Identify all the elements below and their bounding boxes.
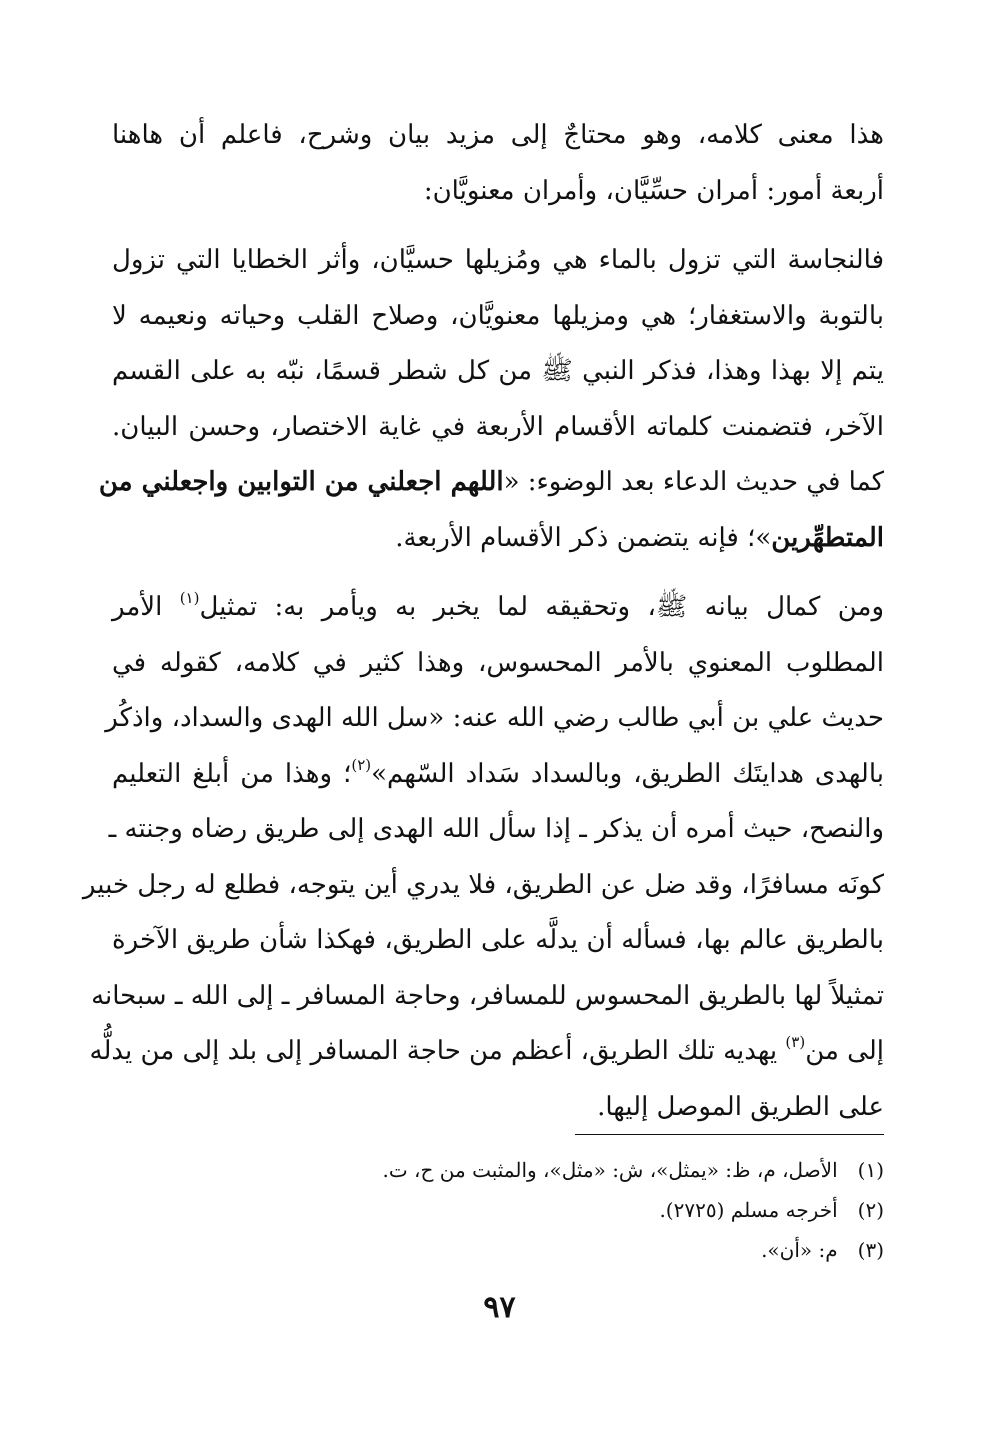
paragraph-1 [112,108,884,219]
footnote-3 [184,1230,884,1270]
paragraph-2 [98,233,884,566]
footnote-1 [184,1150,884,1190]
hadith-quote-bold: اللهم اجعلني من التوابين واجعلني من [98,467,504,497]
footnote-number: (١) [857,1158,884,1182]
text-line: بالطريق عالم بها، فسأله أن يدلَّه على الطريق، فهكذا شأن طريق الآخرة [112,925,884,955]
text-line: المطلوب المعنوي بالأمر المحسوس، وهذا كثير في كلامه، كقوله في [112,647,884,678]
text-line: فالنجاسة التي تزول بالماء هي ومُزيلها حسيَّان، وأثر الخطايا التي تزول [112,245,884,275]
text-line [112,511,884,567]
text-line: بالتوبة والاستغفار؛ هي ومزيلها معنويَّان، وصلاح القلب وحياته ونعيمه لا [112,300,884,331]
text-segment: ؛ وهذا من أبلغ التعليم [112,758,352,789]
text-line: هذا معنى كلامه، وهو محتاجٌ إلى مزيد بيان وشرح، فاعلم أن هاهنا [112,120,884,150]
text-line [112,580,884,636]
text-segment: »؛ فإنه يتضمن ذكر الأقسام الأربعة. [395,522,772,553]
footnote-number: (٢) [857,1198,884,1222]
text-line: كونَه مسافرًا، وقد ضل عن الطريق، فلا يدري أين يتوجه، فطلع له رجل خبير [82,869,884,900]
hadith-quote-bold: المتطهِّرين [771,522,884,553]
page-number: ٩٧ [483,1290,516,1325]
text-segment: بالهدى هدايتَك الطريق، وبالسداد سَداد السّهم» [371,758,884,789]
text-segment: إلى من [805,1036,884,1066]
footnote-2 [184,1190,884,1230]
text-line: أربعة أمور: أمران حسِّيَّان، وأمران معنويَّان: [423,175,884,206]
footnote-number: (٣) [857,1238,884,1262]
text-line: والنصح، حيث أمره أن يذكر ـ إذا سأل الله الهدى إلى طريق رضاه وجنته ـ [108,814,884,844]
text-line: حديث علي بن أبي طالب رضي الله عنه: «سل الله الهدى والسداد، واذكُر [105,703,884,733]
footnote-text: الأصل، م، ظ: «يمثل»، ش: «مثل»، والمثبت من ح، ت. [382,1158,838,1182]
page-body [82,108,884,1135]
footnote-divider [575,1134,884,1135]
footnote-text: م: «أن». [761,1238,838,1262]
text-line: يتم إلا بهذا وهذا، فذكر النبي ﷺ من كل شطر قسمًا، نبّه به على القسم [112,356,884,386]
text-line: الآخر، فتضمنت كلماته الأقسام الأربعة في غاية الاختصار، وحسن البيان. [112,411,884,442]
text-segment: يهديه تلك الطريق، أعظم من حاجة المسافر إلى بلد إلى من يدلُّه [89,1036,786,1066]
footnotes-section [184,1150,884,1270]
text-segment: كما في حديث الدعاء بعد الوضوء: « [503,467,884,497]
text-line: على الطريق الموصل إليها. [597,1091,884,1122]
text-line [89,1024,884,1080]
footnote-ref-3[interactable]: (٣) [785,1033,806,1051]
text-segment: الأمر [112,592,180,622]
footnote-ref-1[interactable]: (١) [179,589,200,607]
text-line [98,455,884,511]
paragraph-3 [82,580,884,1135]
text-line [112,747,884,803]
text-segment: ومن كمال بيانه ﷺ، وتحقيقه لما يخبر به ويأمر به: تمثيل [199,592,884,622]
footnote-text: أخرجه مسلم (٢٧٢٥). [659,1198,838,1222]
text-line: تمثيلاً لها بالطريق المحسوس للمسافر، وحاجة المسافر ـ إلى الله ـ سبحانه [91,980,884,1011]
footnote-ref-2[interactable]: (٢) [351,755,372,774]
